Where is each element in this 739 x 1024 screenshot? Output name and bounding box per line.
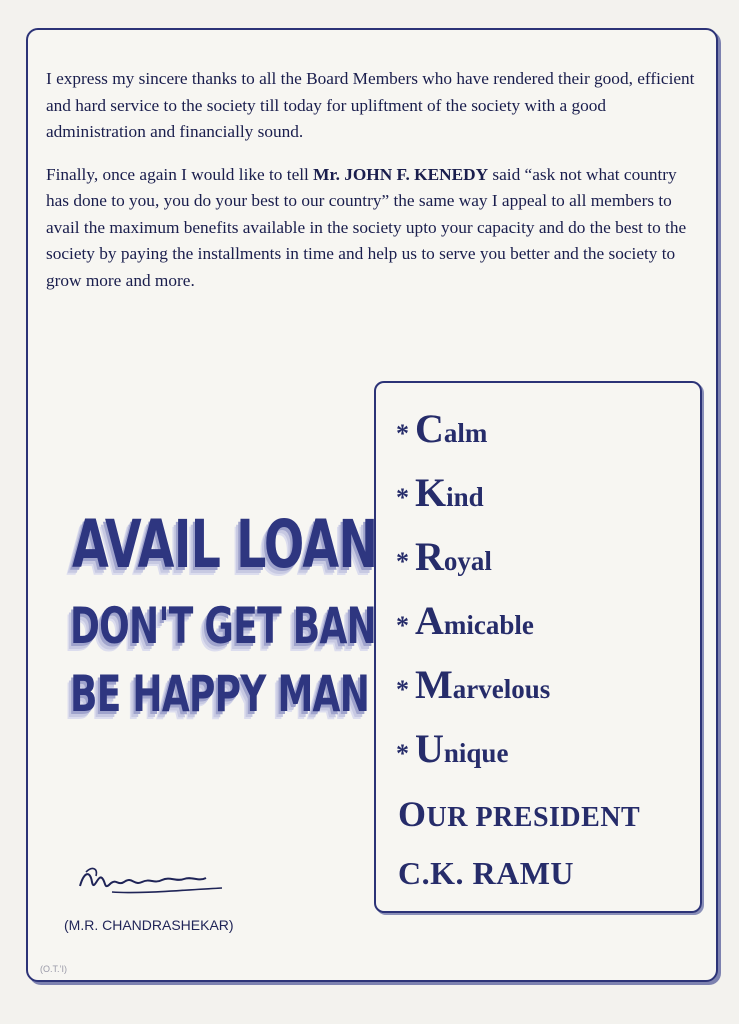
slogan-avail-loan: AVAIL LOAN	[72, 506, 378, 583]
quoted-person: Mr. JOHN F. KENEDY	[313, 164, 489, 184]
president-name: C.K. RAMU	[398, 855, 575, 891]
our-president-heading: OUR PRESIDENT	[398, 794, 641, 834]
acrostic-item-royal: * R oyal	[396, 534, 492, 579]
letter-paragraph-1: I express my sincere thanks to all the Board Members who have rendered their good, efficient and hard service to the society till today for upliftment of the society with a good administration and financially sound.	[46, 69, 695, 141]
letter-paragraph-2	[46, 162, 696, 295]
footer-code: (O.T.’I)	[40, 964, 67, 974]
acrostic-list	[396, 405, 550, 789]
slogan-be-happy-man: BE HAPPY MAN	[70, 665, 370, 723]
acrostic-item-amicable: * A micable	[396, 598, 534, 643]
acrostic-item-unique: * U nique	[396, 726, 509, 771]
letter-paragraph-2-start: Finally, once again I would like to tell	[46, 164, 314, 184]
slogan-block	[52, 506, 378, 723]
signature-icon	[72, 852, 232, 902]
acrostic-item-kind: * K ind	[396, 470, 484, 515]
letter-body	[46, 66, 696, 310]
acrostic-item-calm: * C alm	[396, 406, 488, 451]
slogan-dont-get-ban: DON'T GET BAN	[70, 597, 377, 655]
letter-paragraph-2-rest: said “ask not what country has done to you, you do your best to our country” the same way I appeal to all members to avail the maximum benefits available in the society upto your capacity and do the best to the society by paying the installments in time and help us to serve you better and the society to grow more and more.	[46, 164, 687, 290]
acrostic-item-marvelous: * M arvelous	[396, 662, 551, 707]
acrostic-box	[374, 381, 702, 913]
signer-name: (M.R. CHANDRASHEKAR)	[64, 917, 234, 933]
